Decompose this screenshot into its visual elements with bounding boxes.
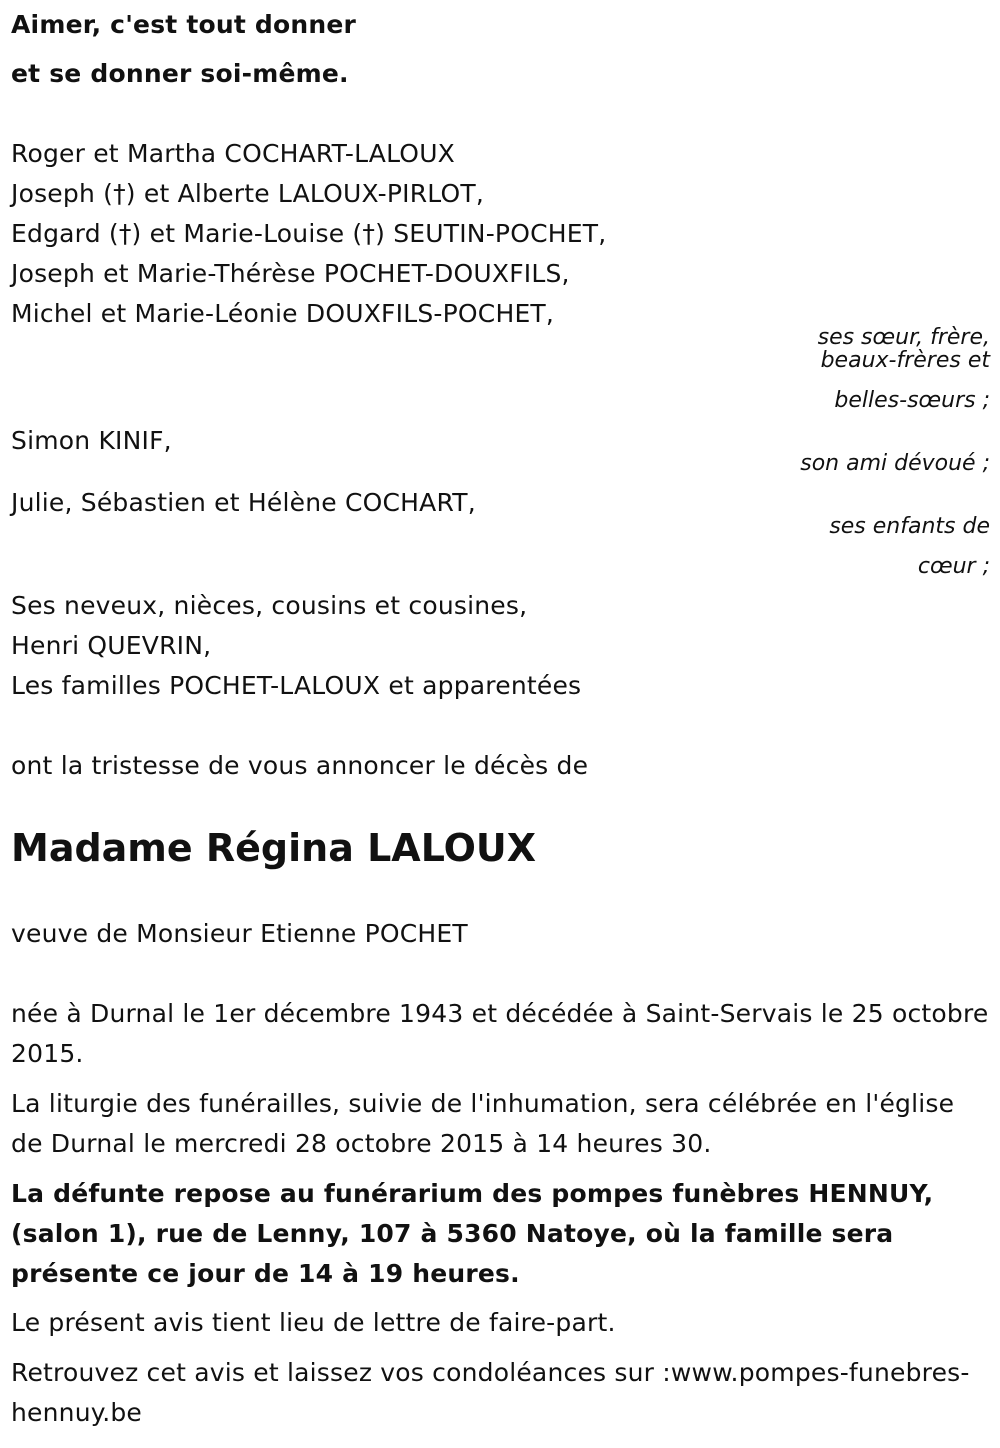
friend-name: Simon KINIF, — [11, 426, 172, 455]
family-line-2: Joseph (†) et Alberte LALOUX-PIRLOT, — [11, 179, 484, 208]
family-line-3: Edgard (†) et Marie-Louise (†) SEUTIN-POCHET, — [11, 219, 607, 248]
role-siblings-2: beaux-frères et — [820, 348, 990, 373]
children-name: Julie, Sébastien et Hélène COCHART, — [11, 488, 476, 517]
children-role-1: ses enfants de — [829, 514, 990, 539]
family-line-1: Roger et Martha COCHART-LALOUX — [11, 139, 456, 168]
quote-line-2: et se donner soi-même. — [11, 59, 349, 88]
children-role-2: cœur ; — [917, 554, 990, 579]
birth-death-text: née à Durnal le 1er décembre 1943 et décédée à Saint-Servais le 25 octobre 2015. — [11, 999, 989, 1068]
notice-text: Le présent avis tient lieu de lettre de faire-part. — [11, 1308, 616, 1337]
family2-line-1: Ses neveux, nièces, cousins et cousines, — [11, 591, 528, 620]
announce-text: ont la tristesse de vous annoncer le décès de — [11, 751, 589, 780]
quote-line-1: Aimer, c'est tout donner — [11, 10, 357, 39]
role-siblings-3: belles-sœurs ; — [834, 388, 990, 413]
friend-role: son ami dévoué ; — [800, 451, 990, 476]
family2-line-3: Les familles POCHET-LALOUX et apparentées — [11, 671, 582, 700]
family2-line-2: Henri QUEVRIN, — [11, 631, 212, 660]
website-text[interactable]: Retrouvez cet avis et laissez vos condoléances sur :www.pompes-funebres-hennuy.be — [11, 1358, 970, 1427]
repose-text: La défunte repose au funérarium des pompes funèbres HENNUY, (salon 1), rue de Lenny, 107 à 5360 Natoye, où la famille sera présente ce jour de 14 à 19 heures. — [11, 1179, 934, 1288]
role-siblings-1: ses sœur, frère, — [817, 325, 990, 350]
liturgy-text: La liturgie des funérailles, suivie de l'inhumation, sera célébrée en l'église de Durnal le mercredi 28 octobre 2015 à 14 heures 30. — [11, 1089, 955, 1158]
family-line-5: Michel et Marie-Léonie DOUXFILS-POCHET, — [11, 299, 555, 328]
widow-text: veuve de Monsieur Etienne POCHET — [11, 919, 468, 948]
family-line-4: Joseph et Marie-Thérèse POCHET-DOUXFILS, — [11, 259, 570, 288]
deceased-name: Madame Régina LALOUX — [11, 826, 537, 870]
